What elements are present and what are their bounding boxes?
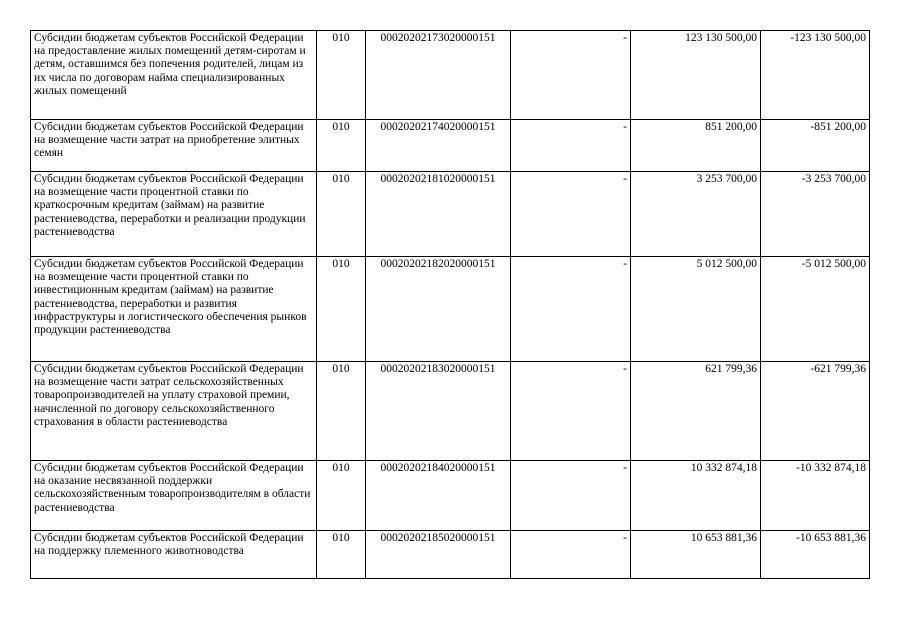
row-plan-cell: - xyxy=(511,172,631,257)
row-name-cell: Субсидии бюджетам субъектов Российской Федерации на возмещение части процентной ставки по краткосрочным кредитам (займам) на развитие растениеводства, переработки и реализации продукции растениеводства xyxy=(31,172,317,257)
row-plan-cell: - xyxy=(511,531,631,579)
table-row xyxy=(31,362,870,461)
budget-table xyxy=(30,30,870,579)
row-admin-code-cell: 010 xyxy=(317,31,366,120)
row-name-cell: Субсидии бюджетам субъектов Российской Федерации на поддержку племенного животноводства xyxy=(31,531,317,579)
row-plan-cell: - xyxy=(511,31,631,120)
row-budget-code-cell: 00020202173020000151 xyxy=(366,31,511,120)
row-executed-cell: 851 200,00 xyxy=(631,120,761,172)
row-name-cell: Субсидии бюджетам субъектов Российской Федерации на оказание несвязанной поддержки сельскохозяйственным товаропроизводителям в области растениеводства xyxy=(31,461,317,531)
row-executed-cell: 3 253 700,00 xyxy=(631,172,761,257)
row-name-cell: Субсидии бюджетам субъектов Российской Федерации на предоставление жилых помещений детям-сиротам и детям, оставшимся без попечения родителей, лицам из их числа по договорам найма специализированных жилых помещений xyxy=(31,31,317,120)
row-difference-cell: -123 130 500,00 xyxy=(761,31,870,120)
row-executed-cell: 10 653 881,36 xyxy=(631,531,761,579)
row-budget-code-cell: 00020202181020000151 xyxy=(366,172,511,257)
row-difference-cell: -851 200,00 xyxy=(761,120,870,172)
row-difference-cell: -5 012 500,00 xyxy=(761,257,870,362)
table-row xyxy=(31,172,870,257)
row-plan-cell: - xyxy=(511,461,631,531)
row-plan-cell: - xyxy=(511,120,631,172)
row-executed-cell: 10 332 874,18 xyxy=(631,461,761,531)
table-row xyxy=(31,31,870,120)
row-difference-cell: -10 332 874,18 xyxy=(761,461,870,531)
row-executed-cell: 123 130 500,00 xyxy=(631,31,761,120)
row-budget-code-cell: 00020202184020000151 xyxy=(366,461,511,531)
row-plan-cell: - xyxy=(511,362,631,461)
table-row xyxy=(31,531,870,579)
row-admin-code-cell: 010 xyxy=(317,461,366,531)
row-admin-code-cell: 010 xyxy=(317,172,366,257)
row-admin-code-cell: 010 xyxy=(317,120,366,172)
table-row xyxy=(31,461,870,531)
table-row xyxy=(31,257,870,362)
row-budget-code-cell: 00020202183020000151 xyxy=(366,362,511,461)
row-admin-code-cell: 010 xyxy=(317,257,366,362)
row-budget-code-cell: 00020202174020000151 xyxy=(366,120,511,172)
row-name-cell: Субсидии бюджетам субъектов Российской Федерации на возмещение части процентной ставки по инвестиционным кредитам (займам) на развитие растениеводства, переработки и развития инфраструктуры и логистического обеспечения рынков продукции растениеводства xyxy=(31,257,317,362)
row-budget-code-cell: 00020202182020000151 xyxy=(366,257,511,362)
row-name-cell: Субсидии бюджетам субъектов Российской Федерации на возмещение части затрат на приобретение элитных семян xyxy=(31,120,317,172)
row-admin-code-cell: 010 xyxy=(317,531,366,579)
row-admin-code-cell: 010 xyxy=(317,362,366,461)
row-name-cell: Субсидии бюджетам субъектов Российской Федерации на возмещение части затрат сельскохозяйственных товаропроизводителей на уплату страховой премии, начисленной по договору сельскохозяйственного страхования в области растениеводства xyxy=(31,362,317,461)
table-row xyxy=(31,120,870,172)
row-budget-code-cell: 00020202185020000151 xyxy=(366,531,511,579)
row-difference-cell: -3 253 700,00 xyxy=(761,172,870,257)
row-difference-cell: -621 799,36 xyxy=(761,362,870,461)
row-executed-cell: 5 012 500,00 xyxy=(631,257,761,362)
row-difference-cell: -10 653 881,36 xyxy=(761,531,870,579)
row-plan-cell: - xyxy=(511,257,631,362)
row-executed-cell: 621 799,36 xyxy=(631,362,761,461)
